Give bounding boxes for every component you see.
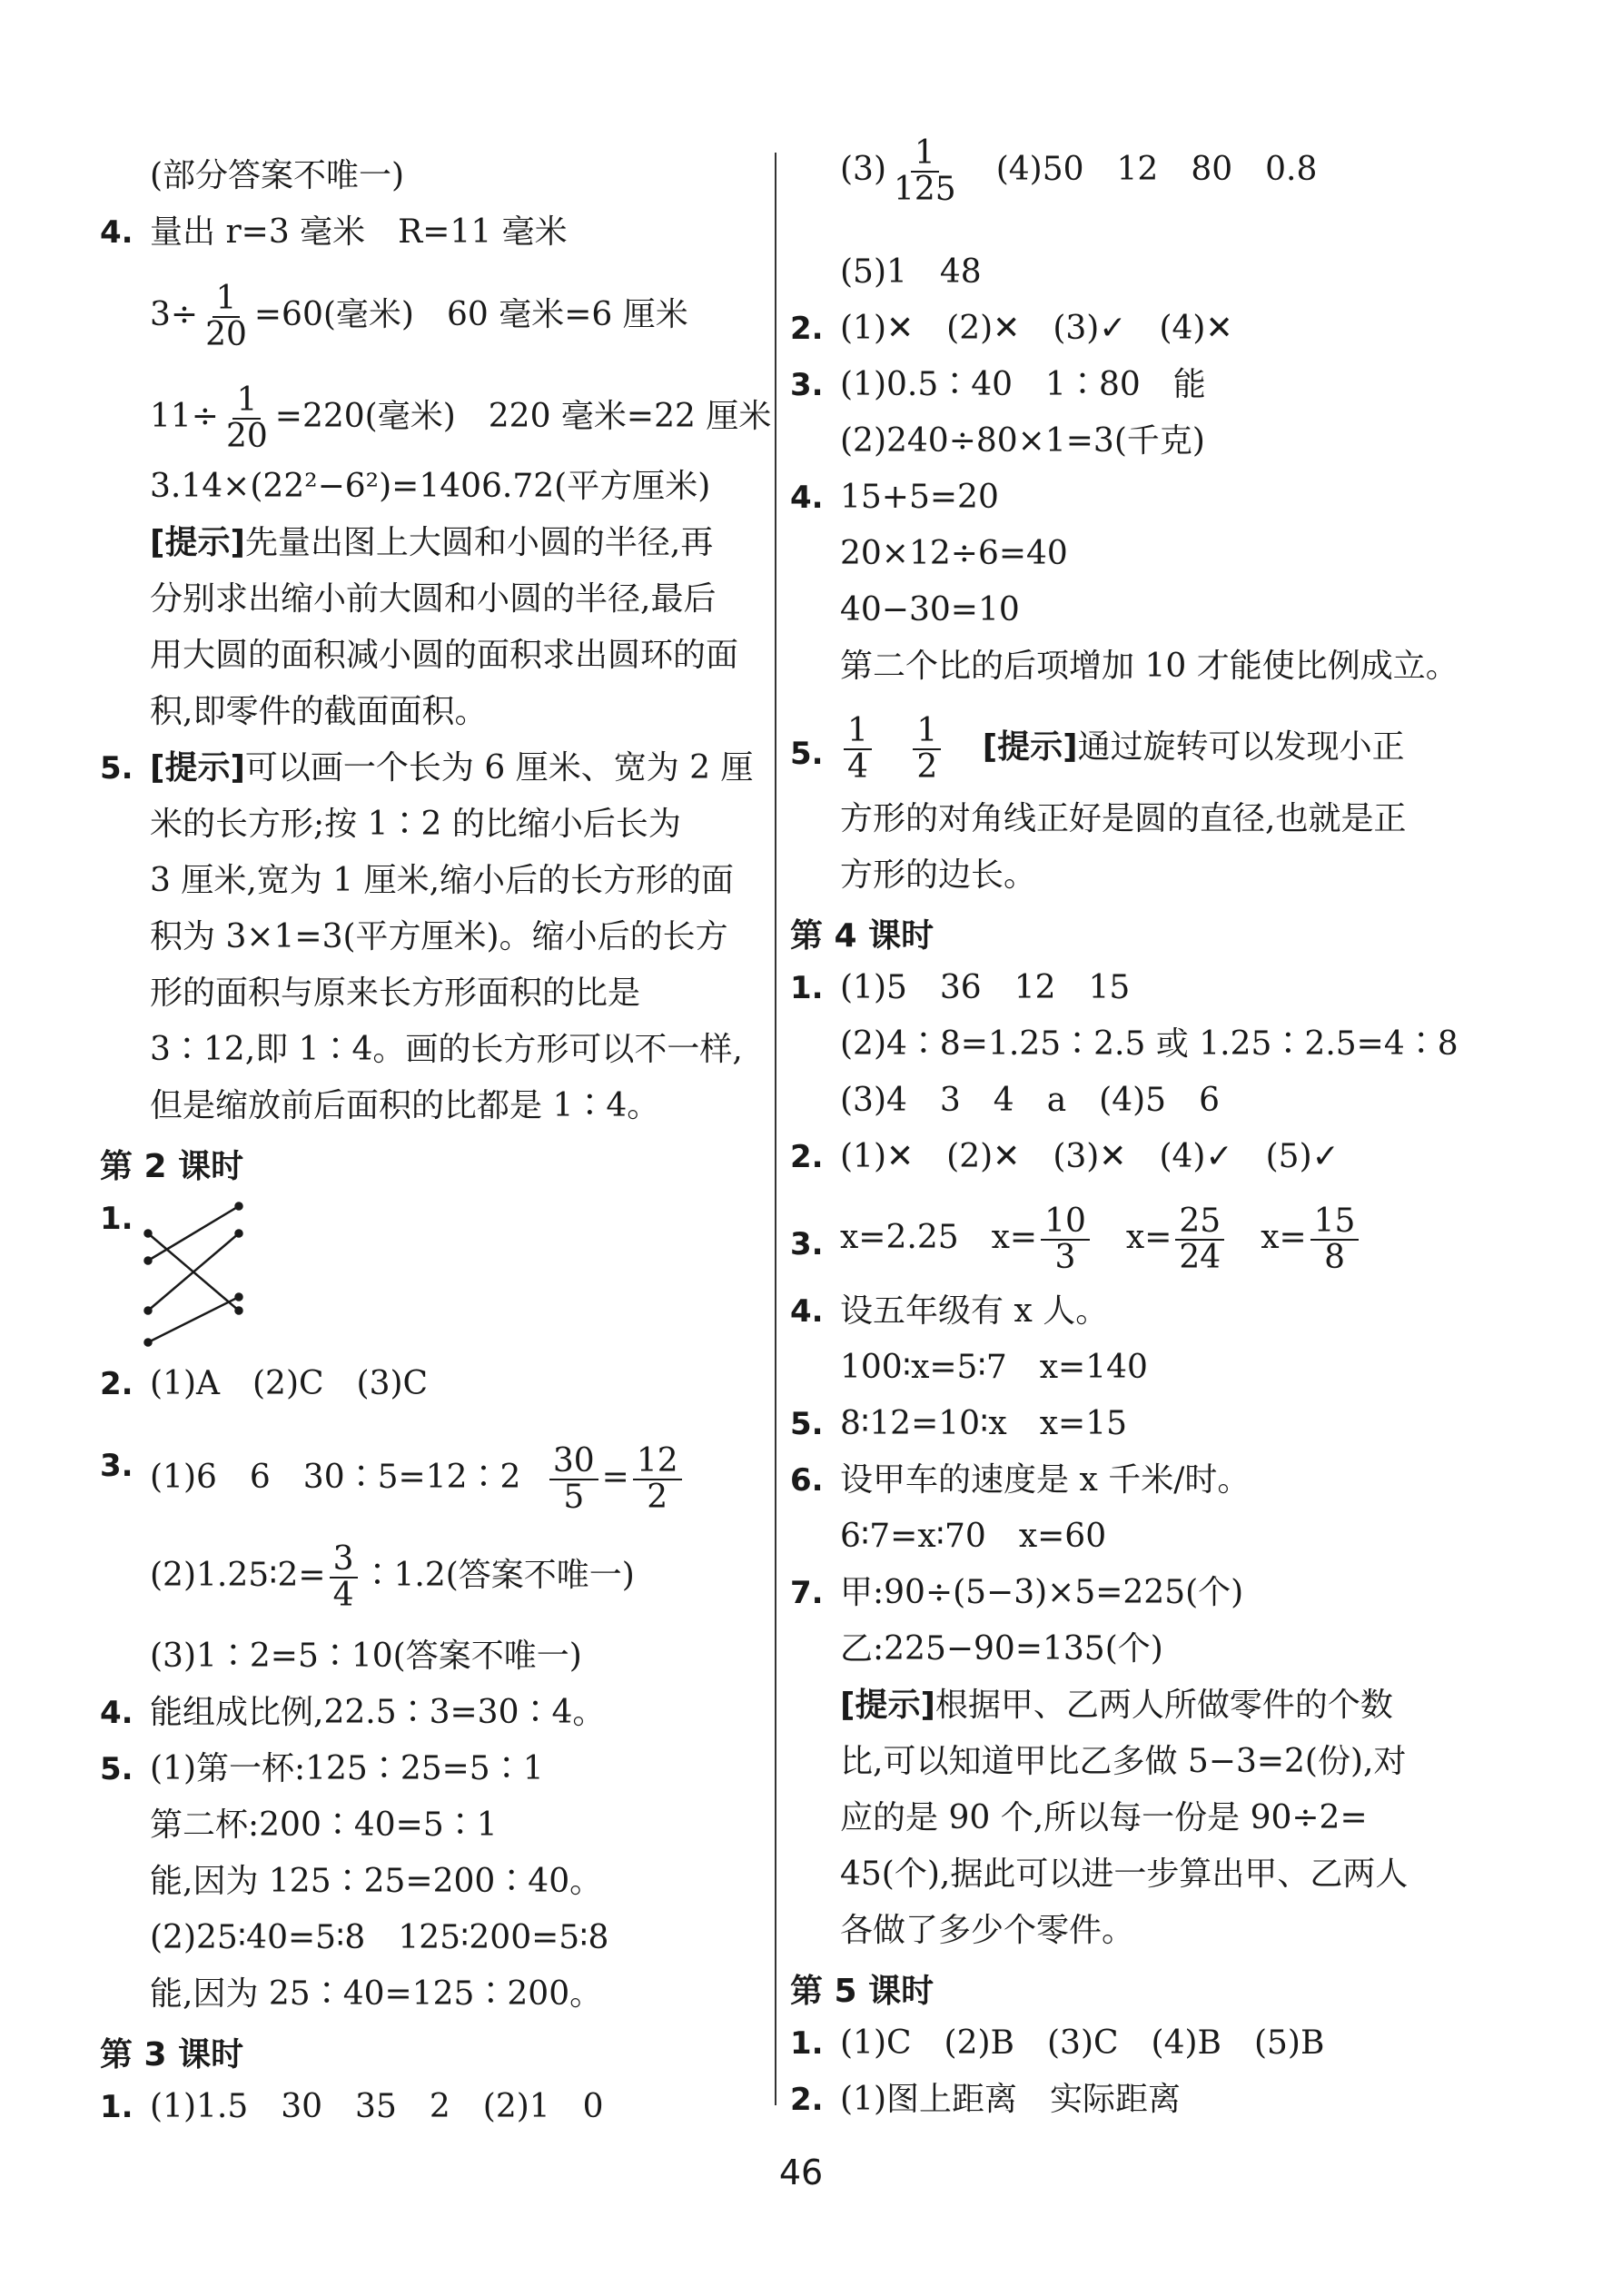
section-heading-4: 第 4 课时 bbox=[790, 917, 934, 955]
s4-q1b: (2)4∶8=1.25∶2.5 或 1.25∶2.5=4∶8 bbox=[840, 1025, 1459, 1063]
s4-q7: 7. 甲:90÷(5−3)×5=225(个) bbox=[790, 1574, 1244, 1611]
s4-q4: 4. 设五年级有 x 人。 bbox=[790, 1292, 1109, 1330]
s4-q2: 2. (1)✕ (2)✕ (3)✕ (4)✓ (5)✓ bbox=[790, 1138, 1340, 1175]
s5-q2: 2. (1)图上距离 实际距离 bbox=[790, 2081, 1181, 2118]
s4-q5: 5. 8∶12=10∶x x=15 bbox=[790, 1405, 1128, 1442]
r-q4c: 40−30=10 bbox=[840, 591, 1020, 628]
s4-q7b: 乙:225−90=135(个) bbox=[840, 1630, 1163, 1668]
q5-line-3: 3 厘米,宽为 1 厘米,缩小后的长方形的面 bbox=[150, 862, 735, 899]
q5-line-1: 5. [提示]可以画一个长为 6 厘米、宽为 2 厘 bbox=[100, 749, 754, 787]
s2-q4: 4. 能组成比例,22.5∶3=30∶4。 bbox=[100, 1694, 606, 1731]
r-q4d: 第二个比的后项增加 10 才能使比例成立。 bbox=[840, 648, 1459, 685]
s2-q5d: (2)25∶40=5∶8 125∶200=5∶8 bbox=[150, 1919, 609, 1956]
q5-line-6: 3∶12,即 1∶4。画的长方形可以不一样, bbox=[150, 1031, 743, 1068]
q5-line-2: 米的长方形;按 1∶2 的比缩小后长为 bbox=[150, 806, 681, 843]
r-line-1: (5)1 48 bbox=[840, 253, 982, 291]
fraction: $\frac{1}{20}$ bbox=[205, 280, 247, 353]
s2-q5e: 能,因为 25∶40=125∶200。 bbox=[150, 1975, 603, 2013]
q5-line-7: 但是缩放前后面积的比都是 1∶4。 bbox=[150, 1087, 660, 1124]
column-divider bbox=[775, 153, 776, 2105]
fraction: $\frac{12}{2}$ bbox=[633, 1444, 682, 1515]
fraction: $\frac{1}{4}$ bbox=[844, 714, 872, 785]
s4-q1: 1. (1)5 36 12 15 bbox=[790, 969, 1131, 1006]
s4-q7-t4: 45(个),据此可以进一步算出甲、乙两人 bbox=[840, 1856, 1409, 1893]
s2-q5b: 第二杯:200∶40=5∶1 bbox=[150, 1806, 498, 1844]
s2-q2: 2. (1)A (2)C (3)C bbox=[100, 1365, 429, 1402]
r-q5-t3: 方形的边长。 bbox=[840, 856, 1037, 894]
q5-line-4: 积为 3×1=3(平方厘米)。缩小后的长方 bbox=[150, 918, 728, 955]
s4-q7-t3: 应的是 90 个,所以每一份是 90÷2= bbox=[840, 1799, 1368, 1836]
q4-tip-2: 分别求出缩小前大圆和小圆的半径,最后 bbox=[150, 580, 717, 618]
s3-q1: 1. (1)1.5 30 35 2 (2)1 0 bbox=[100, 2088, 604, 2125]
fraction: $\frac{10}{3}$ bbox=[1041, 1204, 1090, 1275]
matching-lines-figure bbox=[141, 1197, 286, 1361]
fraction: $\frac{15}{8}$ bbox=[1310, 1204, 1360, 1275]
s4-q7-t2: 比,可以知道甲比乙多做 5−3=2(份),对 bbox=[840, 1743, 1407, 1780]
fraction: $\frac{3}{4}$ bbox=[330, 1542, 358, 1613]
section-heading-5: 第 5 课时 bbox=[790, 1973, 934, 2010]
s4-q6b: 6∶7=x∶70 x=60 bbox=[840, 1518, 1107, 1555]
q4-calc-3: 3.14×(22²−6²)=1406.72(平方厘米) bbox=[150, 468, 711, 505]
s2-q3b: (2)1.25∶2= $\frac{3}{4}$ ∶1.2(答案不唯一) bbox=[150, 1540, 635, 1614]
s4-q7-t5: 各做了多少个零件。 bbox=[840, 1912, 1135, 1949]
r-line-0: (3) $\frac{1}{125}$ (4)50 12 80 0.8 bbox=[840, 134, 1318, 208]
s4-q1c: (3)4 3 4 a (4)5 6 bbox=[840, 1082, 1220, 1119]
r-q5-t2: 方形的对角线正好是圆的直径,也就是正 bbox=[840, 800, 1407, 837]
q4-tip-4: 积,即零件的截面面积。 bbox=[150, 693, 488, 730]
fraction: $\frac{30}{5}$ bbox=[549, 1444, 598, 1515]
section-heading-2: 第 2 课时 bbox=[100, 1148, 244, 1185]
q4-tip-3: 用大圆的面积减小圆的面积求出圆环的面 bbox=[150, 637, 739, 674]
r-q5: 5. $\frac{1}{4}$ $\frac{1}{2}$ [提示]通过旋转可以发现小正 bbox=[790, 712, 1405, 786]
r-q4b: 20×12÷6=40 bbox=[840, 535, 1068, 572]
fraction: $\frac{1}{2}$ bbox=[913, 714, 941, 785]
s2-q3c: (3)1∶2=5∶10(答案不唯一) bbox=[150, 1638, 582, 1675]
s5-q1: 1. (1)C (2)B (3)C (4)B (5)B bbox=[790, 2024, 1325, 2062]
s2-q3: 3. (1)6 6 30∶5=12∶2 $\frac{30}{5}$ = $\frac{12}{2}$ bbox=[100, 1444, 686, 1515]
q4-line: 4. 量出 r=3 毫米 R=11 毫米 bbox=[100, 213, 568, 251]
s4-q6: 6. 设甲车的速度是 x 千米/时。 bbox=[790, 1461, 1251, 1499]
r-q2: 2. (1)✕ (2)✕ (3)✓ (4)✕ bbox=[790, 310, 1233, 347]
note-line: (部分答案不唯一) bbox=[150, 157, 405, 194]
s2-q5: 5. (1)第一杯:125∶25=5∶1 bbox=[100, 1750, 544, 1787]
q4-tip-1: [提示]先量出图上大圆和小圆的半径,再 bbox=[150, 524, 714, 561]
s2-q5c: 能,因为 125∶25=200∶40。 bbox=[150, 1863, 603, 1900]
r-q3: 3. (1)0.5∶40 1∶80 能 bbox=[790, 366, 1206, 403]
section-heading-3: 第 3 课时 bbox=[100, 2036, 244, 2073]
fraction: $\frac{1}{125}$ bbox=[894, 134, 956, 208]
r-q3b: (2)240÷80×1=3(千克) bbox=[840, 422, 1205, 460]
q4-calc-1: 3÷ $\frac{1}{20}$ =60(毫米) 60 毫米=6 厘米 bbox=[150, 280, 688, 353]
s4-q4b: 100∶x=5∶7 x=140 bbox=[840, 1349, 1148, 1386]
s4-q7-t1: [提示]根据甲、乙两人所做零件的个数 bbox=[840, 1687, 1393, 1724]
s4-q3: 3. x=2.25 x= $\frac{10}{3}$ x= $\frac{25}{24}$ x= $\frac{15}{8}$ bbox=[790, 1204, 1362, 1275]
fraction: $\frac{25}{24}$ bbox=[1175, 1204, 1224, 1275]
r-q4: 4. 15+5=20 bbox=[790, 479, 999, 516]
q4-calc-2: 11÷ $\frac{1}{20}$ =220(毫米) 220 毫米=22 厘米 bbox=[150, 381, 772, 455]
q5-line-5: 形的面积与原来长方形面积的比是 bbox=[150, 975, 641, 1012]
page-number: 46 bbox=[778, 2152, 824, 2192]
fraction: $\frac{1}{20}$ bbox=[225, 381, 268, 455]
